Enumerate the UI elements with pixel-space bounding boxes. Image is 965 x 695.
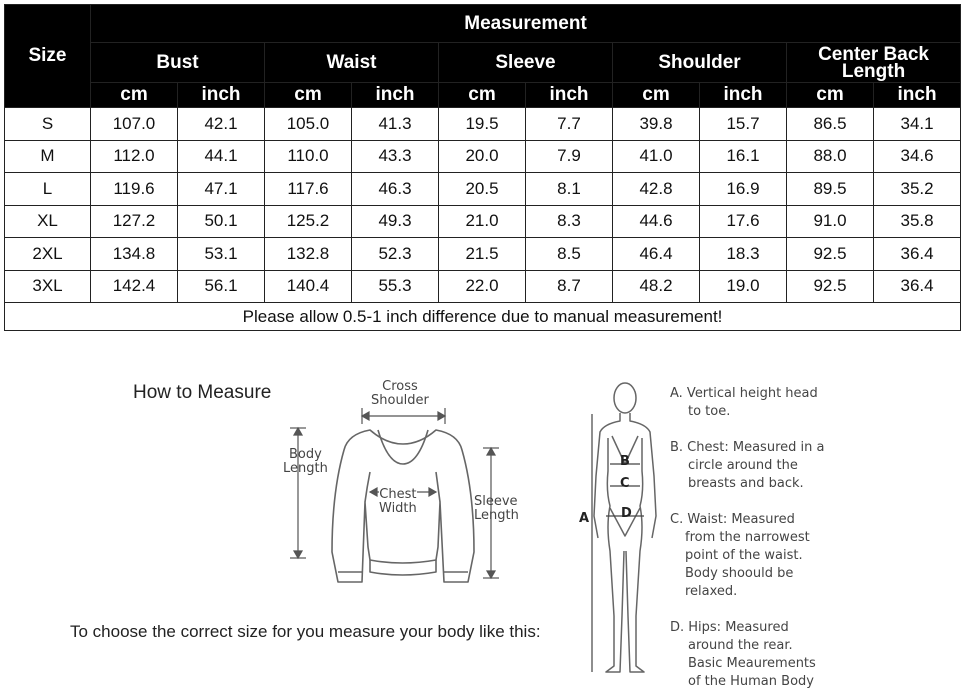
table-cell: 42.1: [178, 108, 265, 141]
size-cell: M: [5, 140, 91, 173]
table-row: [5, 205, 961, 238]
table-cell: 8.3: [526, 205, 613, 238]
table-cell: 36.4: [874, 270, 961, 303]
size-cell: 2XL: [5, 238, 91, 271]
group-header-center-back-length: Center Back Length: [787, 43, 961, 83]
unit-header-cm: cm: [265, 83, 352, 108]
table-cell: 125.2: [265, 205, 352, 238]
table-cell: 20.5: [439, 173, 526, 206]
table-cell: 7.9: [526, 140, 613, 173]
size-cell: L: [5, 173, 91, 206]
unit-header-inch: inch: [352, 83, 439, 108]
table-cell: 46.3: [352, 173, 439, 206]
measurement-header: Measurement: [91, 5, 961, 43]
table-cell: 134.8: [91, 238, 178, 271]
table-cell: 86.5: [787, 108, 874, 141]
table-row: [5, 173, 961, 206]
table-cell: 140.4: [265, 270, 352, 303]
group-header-sleeve: Sleeve: [439, 43, 613, 83]
body-figure-illustration: [570, 376, 670, 686]
table-cell: 22.0: [439, 270, 526, 303]
unit-header-cm: cm: [613, 83, 700, 108]
table-cell: 46.4: [613, 238, 700, 271]
table-cell: 20.0: [439, 140, 526, 173]
group-header-shoulder: Shoulder: [613, 43, 787, 83]
size-chart-table: [4, 4, 961, 331]
table-row: [5, 140, 961, 173]
table-cell: 127.2: [91, 205, 178, 238]
figure-marker-d: D: [621, 506, 632, 521]
table-cell: 8.5: [526, 238, 613, 271]
table-cell: 117.6: [265, 173, 352, 206]
table-cell: 49.3: [352, 205, 439, 238]
legend-c: C. Waist: Measured from the narrowest point of the waist. Body shoould be relaxed.: [670, 512, 810, 599]
sleeve-length-label: Sleeve Length: [474, 494, 519, 523]
table-cell: 47.1: [178, 173, 265, 206]
table-cell: 43.3: [352, 140, 439, 173]
table-cell: 36.4: [874, 238, 961, 271]
group-header-waist: Waist: [265, 43, 439, 83]
figure-marker-a: A: [579, 511, 590, 526]
body-length-label: Body Length: [283, 447, 328, 476]
table-cell: 34.6: [874, 140, 961, 173]
table-cell: 89.5: [787, 173, 874, 206]
table-cell: 7.7: [526, 108, 613, 141]
table-cell: 16.1: [700, 140, 787, 173]
table-cell: 34.1: [874, 108, 961, 141]
table-cell: 48.2: [613, 270, 700, 303]
table-row: [5, 108, 961, 141]
table-cell: 55.3: [352, 270, 439, 303]
size-header: Size: [5, 5, 91, 108]
unit-header-inch: inch: [700, 83, 787, 108]
chest-width-label: Chest Width: [379, 487, 417, 516]
unit-header-inch: inch: [178, 83, 265, 108]
size-cell: XL: [5, 205, 91, 238]
table-cell: 112.0: [91, 140, 178, 173]
legend-b: B. Chest: Measured in a circle around the breasts and back.: [670, 440, 825, 491]
table-cell: 35.2: [874, 173, 961, 206]
table-cell: 119.6: [91, 173, 178, 206]
table-row: [5, 270, 961, 303]
table-cell: 110.0: [265, 140, 352, 173]
measurement-note: Please allow 0.5-1 inch difference due to manual measurement!: [5, 303, 961, 331]
table-cell: 44.1: [178, 140, 265, 173]
table-cell: 15.7: [700, 108, 787, 141]
table-cell: 8.7: [526, 270, 613, 303]
table-cell: 41.3: [352, 108, 439, 141]
unit-header-cm: cm: [439, 83, 526, 108]
table-cell: 19.5: [439, 108, 526, 141]
table-cell: 92.5: [787, 270, 874, 303]
unit-header-inch: inch: [874, 83, 961, 108]
table-cell: 52.3: [352, 238, 439, 271]
figure-marker-c: C: [620, 476, 630, 491]
table-cell: 19.0: [700, 270, 787, 303]
legend-a: A. Vertical height head to toe.: [670, 386, 818, 419]
figure-marker-b: B: [620, 454, 630, 469]
table-cell: 39.8: [613, 108, 700, 141]
table-cell: 88.0: [787, 140, 874, 173]
table-cell: 44.6: [613, 205, 700, 238]
unit-header-cm: cm: [787, 83, 874, 108]
table-cell: 50.1: [178, 205, 265, 238]
table-cell: 21.0: [439, 205, 526, 238]
table-cell: 142.4: [91, 270, 178, 303]
unit-header-inch: inch: [526, 83, 613, 108]
group-header-bust: Bust: [91, 43, 265, 83]
legend-d: D. Hips: Measured around the rear. Basic Meaurements of the Human Body: [670, 620, 816, 689]
table-cell: 56.1: [178, 270, 265, 303]
table-cell: 41.0: [613, 140, 700, 173]
table-row: [5, 238, 961, 271]
table-cell: 53.1: [178, 238, 265, 271]
unit-header-cm: cm: [91, 83, 178, 108]
table-cell: 17.6: [700, 205, 787, 238]
table-cell: 92.5: [787, 238, 874, 271]
table-cell: 21.5: [439, 238, 526, 271]
table-cell: 18.3: [700, 238, 787, 271]
table-cell: 107.0: [91, 108, 178, 141]
cross-shoulder-label: Cross Shoulder: [371, 379, 429, 408]
how-to-measure-title: How to Measure: [133, 382, 272, 403]
table-cell: 42.8: [613, 173, 700, 206]
table-cell: 16.9: [700, 173, 787, 206]
size-cell: S: [5, 108, 91, 141]
table-cell: 105.0: [265, 108, 352, 141]
instruction-text: To choose the correct size for you measure your body like this:: [70, 622, 541, 641]
table-cell: 35.8: [874, 205, 961, 238]
table-cell: 91.0: [787, 205, 874, 238]
table-cell: 8.1: [526, 173, 613, 206]
table-cell: 132.8: [265, 238, 352, 271]
size-cell: 3XL: [5, 270, 91, 303]
